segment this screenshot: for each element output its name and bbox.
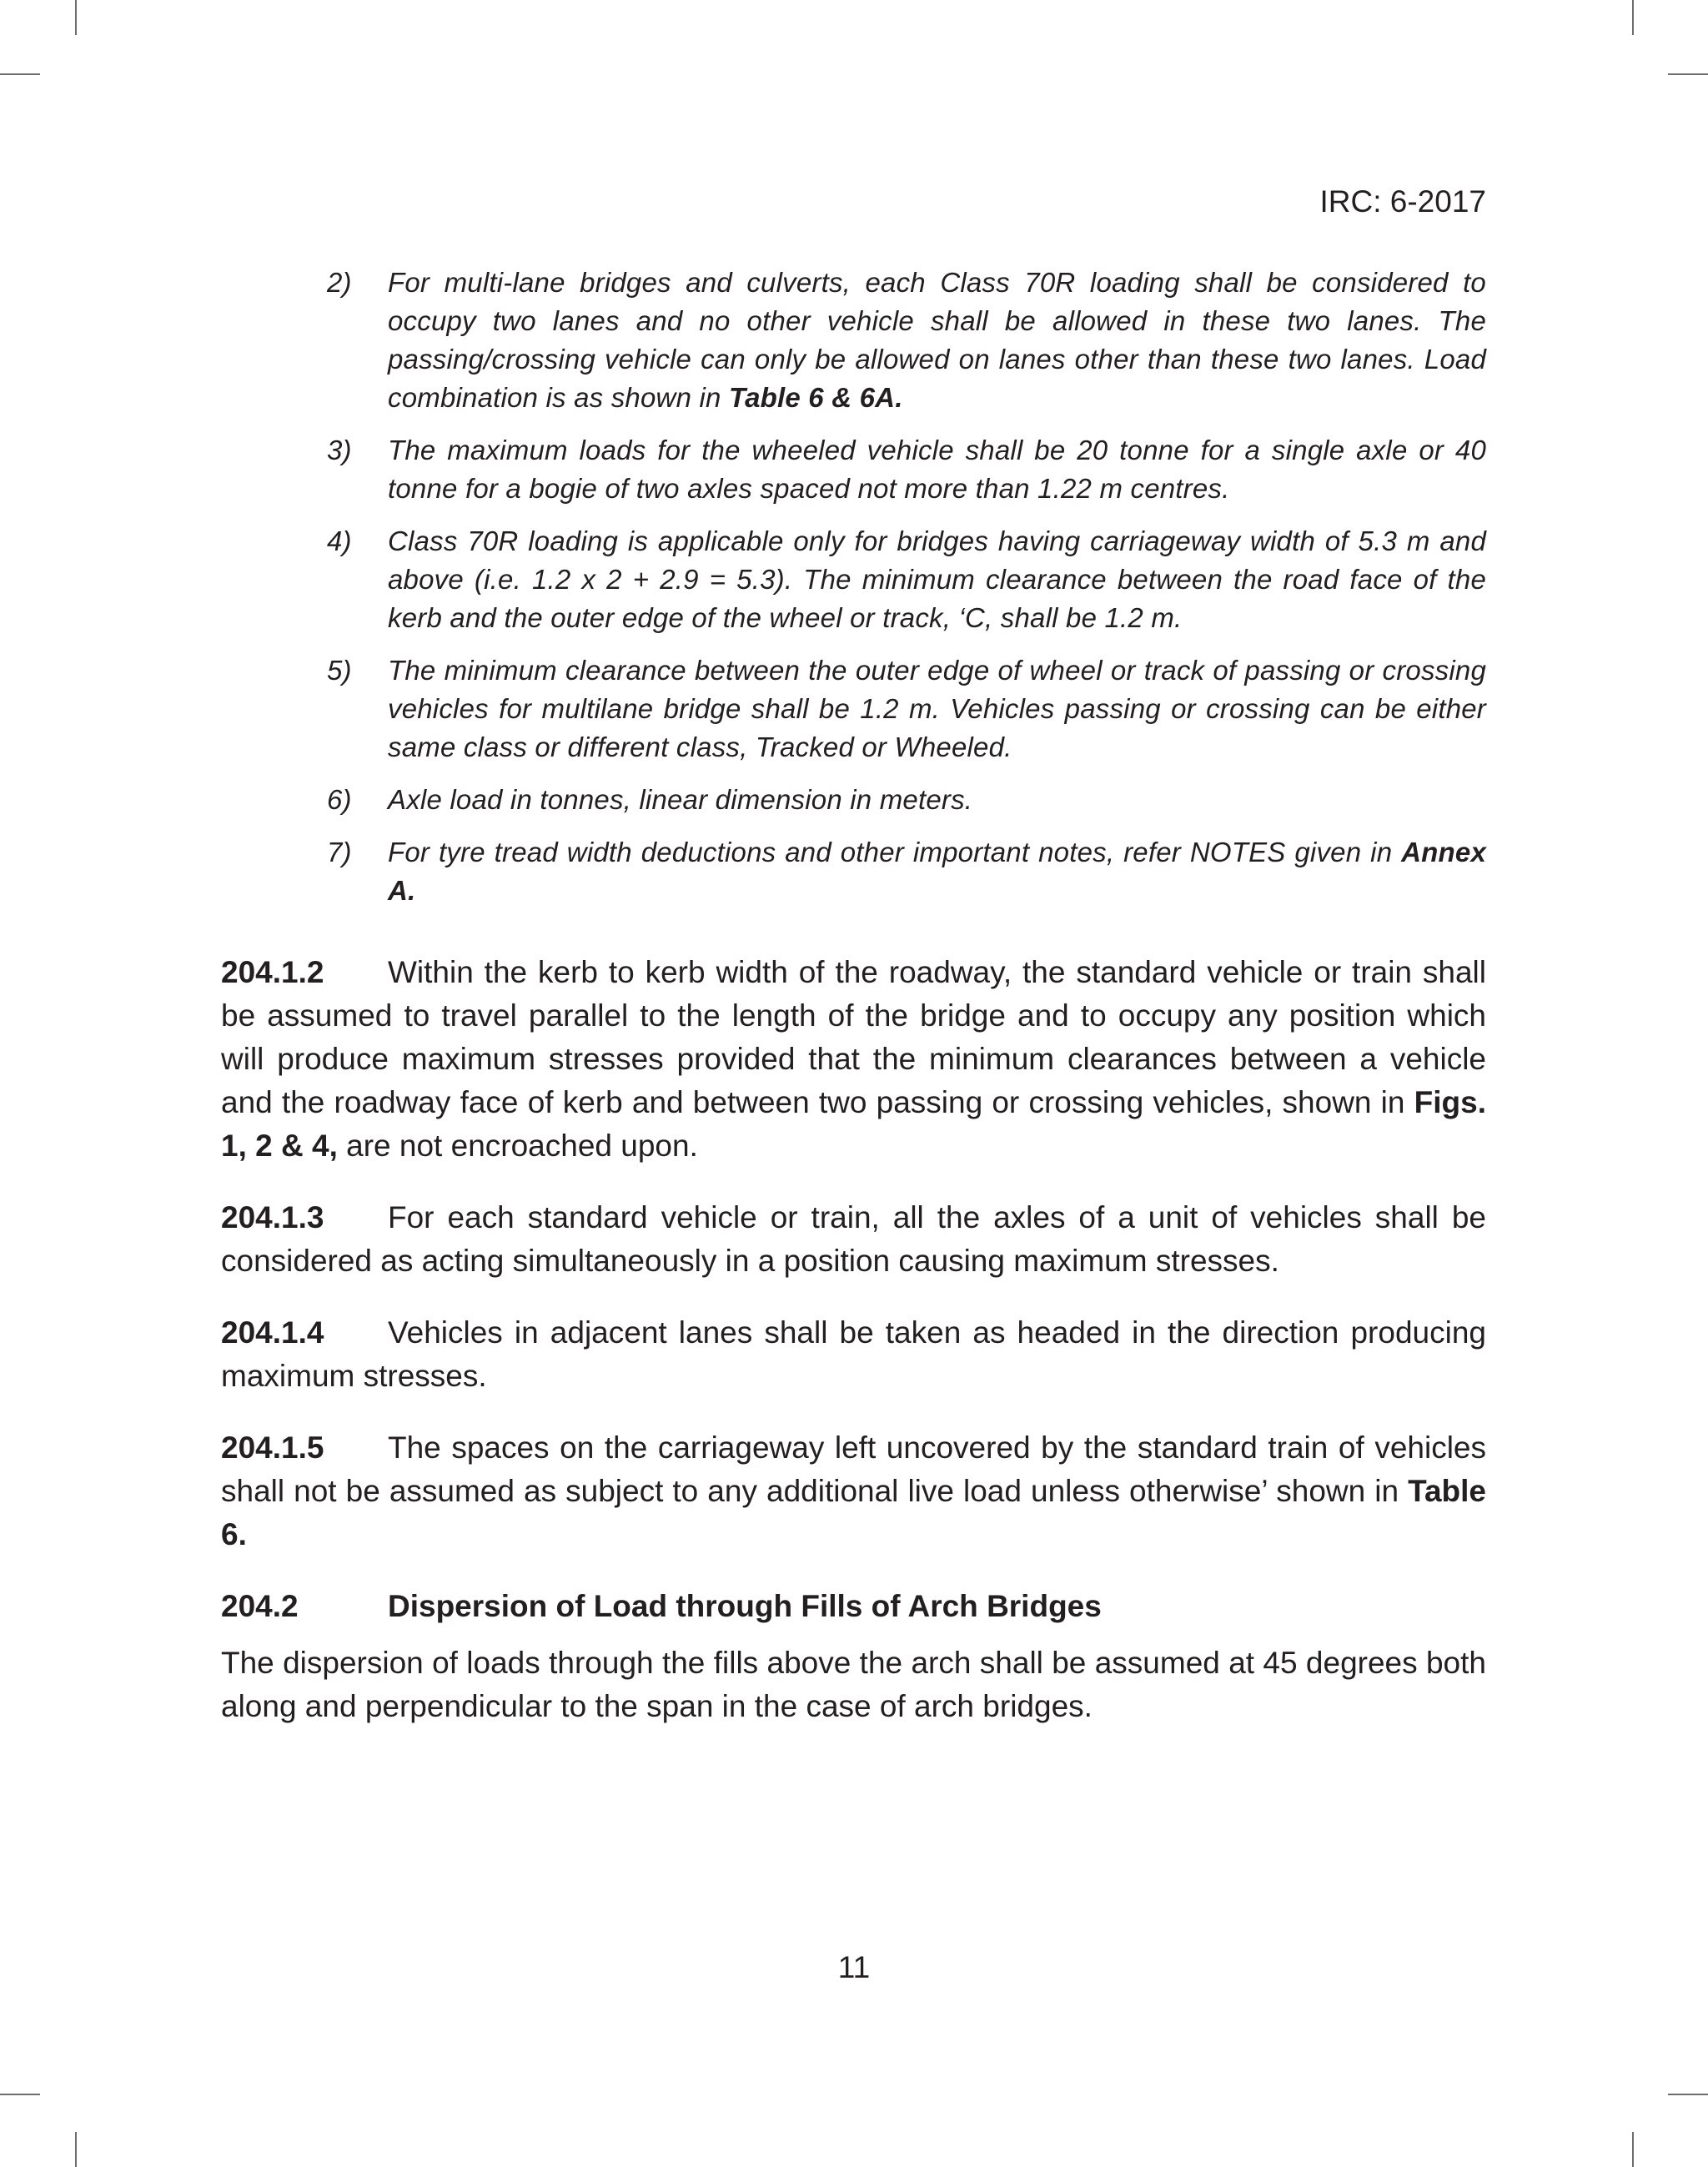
clause-number: 204.1.2	[221, 955, 324, 989]
clause-paragraph	[221, 1196, 1486, 1283]
crop-mark-bottom-left-h	[0, 2094, 40, 2095]
crop-mark-bottom-right-h	[1668, 2094, 1708, 2095]
note-item	[327, 264, 1486, 417]
clause-number: 204.1.3	[221, 1200, 324, 1234]
notes-list	[327, 264, 1486, 924]
clause-bold-ref: Figs. 1, 2 & 4,	[221, 1085, 1486, 1163]
clause-number: 204.1.5	[221, 1430, 324, 1465]
note-number: 7)	[327, 837, 352, 867]
crop-mark-bottom-left	[75, 2132, 77, 2167]
note-text: Axle load in tonnes, linear dimension in meters.	[388, 784, 973, 815]
note-text: The minimum clearance between the outer edge of wheel or track of passing or crossing vehicles for multilane bridge shall be 1.2 m. Vehicles passing or crossing can be either same class or different class, Tracked or Wheeled.	[388, 655, 1486, 762]
page-number: 11	[837, 1950, 871, 1984]
section-number: 204.2	[221, 1589, 299, 1623]
note-text: For multi-lane bridges and culverts, each Class 70R loading shall be considered to occupy two lanes and no other vehicle shall be allowed in these two lanes. The passing/crossing vehicle can only be allowed on lanes other than these two lanes. Load combination is as shown in	[388, 267, 1486, 413]
clause-text: Within the kerb to kerb width of the roadway, the standard vehicle or train shall be assumed to travel parallel to the length of the bridge and to occupy any position which will produce maximum stresses provided that the minimum clearances between a vehicle and the roadway face of kerb and between two passing or crossing vehicles, shown in	[221, 955, 1486, 1119]
crop-mark-top-left	[75, 0, 77, 35]
note-item	[327, 522, 1486, 637]
note-item	[327, 781, 1486, 819]
note-bold-ref: Table 6 & 6A.	[728, 382, 903, 413]
note-number: 3)	[327, 435, 352, 465]
crop-mark-bottom-right	[1632, 2132, 1634, 2167]
clause-text: For each standard vehicle or train, all the axles of a unit of vehicles shall be considered as acting simultaneously in a position causing maximum stresses.	[221, 1200, 1486, 1278]
note-text: For tyre tread width deductions and other important notes, refer NOTES given in	[388, 837, 1402, 867]
clause-text: Vehicles in adjacent lanes shall be taken as headed in the direction producing maximum stresses.	[221, 1315, 1486, 1393]
note-item	[327, 651, 1486, 767]
clause-paragraph	[221, 951, 1486, 1168]
clause-text-after: are not encroached upon.	[337, 1129, 698, 1163]
crop-mark-top-right-h	[1668, 73, 1708, 75]
clause-bold-ref: Table 6.	[221, 1474, 1486, 1551]
section-paragraph: The dispersion of loads through the fills above the arch shall be assumed at 45 degrees both along and perpendicular to the span in the case of arch bridges.	[221, 1646, 1486, 1723]
note-item	[327, 431, 1486, 508]
section-title: Dispersion of Load through Fills of Arch Bridges	[388, 1589, 1102, 1623]
clause-paragraph	[221, 1311, 1486, 1398]
clause-number: 204.1.4	[221, 1315, 324, 1350]
clause-paragraph	[221, 1426, 1486, 1556]
note-number: 5)	[327, 655, 352, 686]
note-bold-ref: Annex A.	[388, 837, 1486, 906]
section-heading	[221, 1585, 1102, 1628]
note-number: 4)	[327, 525, 352, 556]
document-code: IRC: 6-2017	[1319, 184, 1486, 219]
note-number: 2)	[327, 267, 352, 298]
note-text: Class 70R loading is applicable only for bridges having carriageway width of 5.3 m and above (i.e. 1.2 x 2 + 2.9 = 5.3). The minimum clearance between the road face of the kerb and the outer edge of the wheel or track, ‘C, shall be 1.2 m.	[388, 525, 1486, 633]
crop-mark-top-left-h	[0, 73, 40, 75]
note-number: 6)	[327, 784, 352, 815]
crop-mark-top-right	[1632, 0, 1634, 35]
note-text: The maximum loads for the wheeled vehicle shall be 20 tonne for a single axle or 40 tonne for a bogie of two axles spaced not more than 1.22 m centres.	[388, 435, 1486, 504]
clause-text: The spaces on the carriageway left uncovered by the standard train of vehicles shall not be assumed as subject to any additional live load unless otherwise’ shown in	[221, 1430, 1486, 1508]
note-item	[327, 833, 1486, 910]
